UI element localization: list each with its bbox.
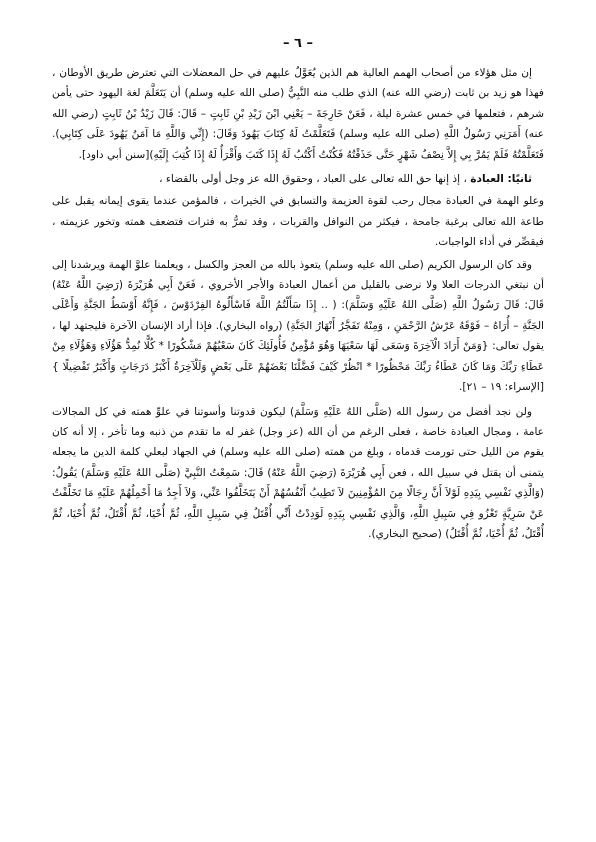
paragraph-3: وقد كان الرسول الكريم (صلى الله عليه وسلم) يتعوذ بالله من العجز والكسل ، ويعلمنا علوَّ الهمة ويرشدنا إلى أن نبتغي الدرجات العلا ولا نرضى بالقليل من أعمال العبادة والأجر الأخروي ، فَعَنْ أَبِي هُرَيْرَةَ (رَضِيَ اللَّهُ عَنْهُ) قَالَ: قَالَ رَسُولُ اللَّهِ (صَلَّى اللهُ عَلَيْهِ وَسَلَّمَ): ( .. إِذَا سَأَلْتُمُ اللَّهَ فَاسْأَلُوهُ الفِرْدَوْسَ ، فَإِنَّهُ أَوْسَطُ الجَنَّةِ وَأَعْلَى الجَنَّةِ – أُرَاهُ – فَوْقَهُ عَرْشُ الرَّحْمَنِ ، وَمِنْهُ تَفَجَّرُ أَنْهَارُ الجَنَّةِ) (رواه البخاري). فإذا أراد الإنسان الآخرة فليجتهد لها ، يقول تعالى: {وَمَنْ أَرَادَ الْآخِرَةَ وَسَعَى لَهَا سَعْيَهَا وَهُوَ مُؤْمِنٌ فَأُولَئِكَ كَانَ سَعْيُهُمْ مَشْكُورًا * كُلًّا نُمِدُّ هَؤُلَاءِ وَهَؤُلَاءِ مِنْ عَطَاءِ رَبِّكَ وَمَا كَانَ عَطَاءُ رَبِّكَ مَحْظُورًا * انْظُرْ كَيْفَ فَضَّلْنَا بَعْضَهُمْ عَلَى بَعْضٍ وَلَلْآخِرَةُ أَكْبَرُ دَرَجَاتٍ وَأَكْبَرُ تَفْضِيلًا }[الإسراء: ١٩ – ٢١]. [52,258,544,394]
paragraph-1: إن مثل هؤلاء من أصحاب الهمم العالية هم الذين يُعَوَّلُ عليهم في حل المعضلات التي تعترض طريق الأوطان ، فهذا هو زيد بن ثابت (رضي الله عنه) الذي طلب منه النَّبِيُّ (صلى الله عليه وسلم) أن يَتَعَلَّمَ لغة اليهود حتى يأمن شرهم ، فتعلمها في خمس عشرة ليلة ، فَعَنْ خَارِجَةَ – يَعْنِي ابْنَ زَيْدِ بْنِ ثَابِتٍ – قَالَ: قَالَ زَيْدُ بْنُ ثَابِتٍ (رضي الله عنه) أَمَرَنِي رَسُولُ اللَّهِ (صلى الله عليه وسلم) فَتَعَلَّمْتُ لَهُ كِتَابَ يَهُودَ وَقَالَ: (إِنِّي وَاللَّهِ مَا آمَنُ يَهُودَ عَلَى كِتَابِي). فَتَعَلَّمْتُهُ فَلَمْ يَمُرَّ بِي إِلاَّ نِصْفُ شَهْرٍ حَتَّى حَذَقْتُهُ فَكُنْتُ أَكْتُبُ لَهُ إِذَا كَتَبَ وَأَقْرَأُ لَهُ إِذَا كُتِبَ إِلَيْهِ)[سنن أبي داود]. [52,67,544,161]
section-heading-text: ، إذ إنها حق الله تعالى على العباد ، وحقوق الله عز وجل أولى بالقضاء ، [159,173,467,186]
section-heading-worship [52,169,544,189]
section-heading-label: ثانيًا: العبادة [470,173,532,186]
page-number: – ٦ – [283,36,313,51]
paragraph-4: ولن نجد أفضل من رسول الله (صَلَّى اللهُ عَلَيْهِ وَسَلَّمَ) ليكون قدوتنا وأسوتنا في علوِّ همته في كل المجالات عامة ، ومجال العبادة خاصة ، فعلى الرغم من أن الله (عز وجل) غفر له ما تقدم من ذنبه وما تأخر ، إلا أنه كان يقوم من الليل حتى تورمت قدماه ، وبلغ من همته (صلى الله عليه وسلم) في الجهاد لبعلي كلمة الدين ما يجعله يتمنى أن يقتل في سبيل الله ، فعن أَبِي هُرَيْرَةَ (رَضِيَ اللَّهُ عَنْهُ) قَالَ: سَمِعْتُ النَّبِيَّ (صَلَّى اللهُ عَلَيْهِ وَسَلَّمَ) يَقُولُ: (وَالَّذِي نَفْسِي بِيَدِهِ لَوْلاَ أَنَّ رِجَالًا مِنَ المُؤْمِنِينَ لاَ تَطِيبُ أَنْفُسُهُمْ أَنْ يَتَخَلَّفُوا عَنِّي، وَلاَ أَجِدُ مَا أَحْمِلُهُمْ عَلَيْهِ مَا تَخَلَّفْتُ عَنْ سَرِيَّةٍ تَغْزُو فِي سَبِيلِ اللَّهِ، وَالَّذِي نَفْسِي بِيَدِهِ لَوَدِدْتُ أَنِّي أُقْتَلُ فِي سَبِيلِ اللَّهِ، ثُمَّ أُحْيَا، ثُمَّ أُقْتَلُ، ثُمَّ أُحْيَا، ثُمَّ أُقْتَلُ، ثُمَّ أُحْيَا، ثُمَّ أُقْتَلُ) (صحيح البخاري). [52,405,544,540]
document-body [52,63,544,544]
paragraph-2: وعلو الهمة في العبادة مجال رحب لقوة العزيمة والتسابق في الخيرات ، فالمؤمن عندما يقوى إيمانه يقبل على طاعة الله تعالى برغبة جامحة ، فيكثر من النوافل والقربات ، وقد تمرُّ به فترات فتضعف همته وتخور عزيمته ، فيقصِّر في أداء الواجبات. [52,195,544,249]
